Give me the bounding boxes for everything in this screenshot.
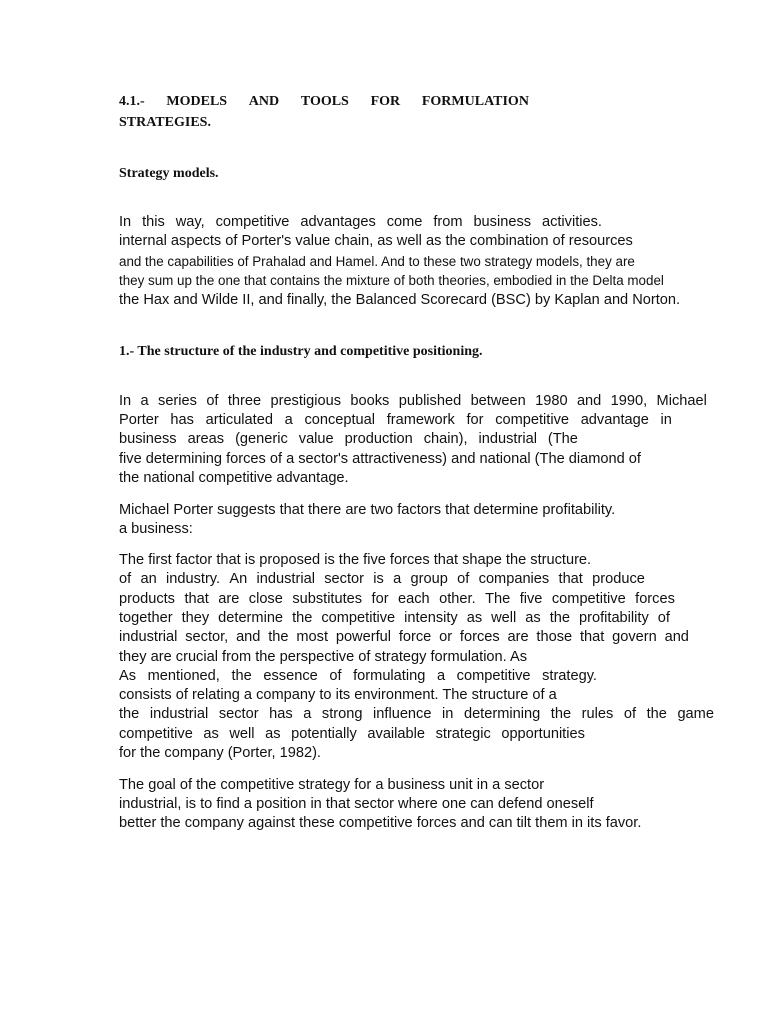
word: a <box>284 412 293 428</box>
section-1-title: 1.- The structure of the industry and competitive positioning. <box>119 344 483 359</box>
word: five <box>519 591 543 607</box>
word: they <box>181 610 210 626</box>
first-factor-line-9 <box>119 705 714 724</box>
word: as <box>466 610 483 626</box>
word: The <box>485 591 511 607</box>
word: areas <box>187 431 225 447</box>
word: well <box>229 726 255 742</box>
first-factor-line-3 <box>119 590 675 609</box>
two-factors-line-1: Michael Porter suggests that there are two factors that determine profitability. <box>119 502 616 518</box>
word: a <box>393 571 402 587</box>
word: AND <box>248 94 280 109</box>
word: strategic <box>435 726 491 742</box>
word: available <box>367 726 426 742</box>
word: sector <box>218 706 259 722</box>
word: strategy. <box>542 668 597 684</box>
first-factor-line-10 <box>119 725 585 744</box>
word: an <box>140 571 157 587</box>
word: forces <box>635 591 675 607</box>
word: as <box>203 726 219 742</box>
first-factor-line-7 <box>119 667 597 686</box>
word: advantage <box>580 412 649 428</box>
word: the <box>231 668 252 684</box>
word: chain), <box>423 431 468 447</box>
word: competitive <box>551 591 626 607</box>
word: forces <box>459 629 500 645</box>
word: value <box>298 431 334 447</box>
word: sector, <box>185 629 229 645</box>
word: other. <box>439 591 476 607</box>
word: the <box>292 610 313 626</box>
word: products <box>119 591 175 607</box>
word: mentioned, <box>147 668 220 684</box>
word: MODELS <box>166 94 228 109</box>
word: of <box>457 571 470 587</box>
first-factor-line-4 <box>119 609 670 628</box>
word: industrial <box>119 629 178 645</box>
word: is <box>373 571 384 587</box>
word: a <box>303 706 312 722</box>
word: TOOLS <box>300 94 349 109</box>
word: An <box>229 571 248 587</box>
word: has <box>269 706 293 722</box>
word: a <box>140 393 149 409</box>
word: this <box>142 214 165 230</box>
word: advantages <box>300 214 376 230</box>
porter-books-line-4: five determining forces of a sector's attractiveness) and national (The diamond of <box>119 451 641 467</box>
word: 1980 <box>535 393 568 409</box>
word: powerful <box>335 629 391 645</box>
word: series <box>158 393 197 409</box>
first-factor-line-8: consists of relating a company to its environment. The structure of a <box>119 687 557 703</box>
word: has <box>170 412 194 428</box>
word: Michael <box>656 393 707 409</box>
word: of <box>329 668 342 684</box>
porter-books-line-5: the national competitive advantage. <box>119 470 349 486</box>
word: industry. <box>166 571 221 587</box>
word: and <box>236 629 261 645</box>
word: intensity <box>404 610 458 626</box>
intro-line-3: and the capabilities of Prahalad and Hamel. And to these two strategy models, they are <box>119 254 635 269</box>
word: the <box>646 706 667 722</box>
goal-line-2: industrial, is to find a position in that sector where one can defend oneself <box>119 796 594 812</box>
word: that <box>579 629 605 645</box>
word: the <box>549 610 570 626</box>
first-factor-line-2 <box>119 570 645 589</box>
word: a <box>436 668 446 684</box>
word: game <box>677 706 714 722</box>
word: formulating <box>353 668 426 684</box>
word: industrial <box>256 571 315 587</box>
first-factor-line-5 <box>119 628 689 647</box>
word: way, <box>175 214 205 230</box>
word: activities. <box>541 214 602 230</box>
word: industrial <box>478 431 537 447</box>
word: sector <box>324 571 364 587</box>
word: In <box>119 393 132 409</box>
word: published <box>398 393 462 409</box>
word: industrial <box>149 706 209 722</box>
word: competitive <box>215 214 290 230</box>
heading-line-2: STRATEGIES. <box>119 115 211 130</box>
word: group <box>410 571 448 587</box>
word: business <box>473 214 532 230</box>
word: and <box>664 629 689 645</box>
word: force <box>398 629 432 645</box>
word: of <box>623 706 637 722</box>
word: produce <box>592 571 645 587</box>
word: profitability <box>579 610 649 626</box>
intro-line-5: the Hax and Wilde II, and finally, the Balanced Scorecard (BSC) by Kaplan and Norton. <box>119 292 681 308</box>
intro-line-4: they sum up the one that contains the mixture of both theories, embodied in the Delta model <box>119 273 664 288</box>
word: govern <box>612 629 657 645</box>
word: as <box>265 726 281 742</box>
word: between <box>470 393 526 409</box>
word: determining <box>463 706 541 722</box>
word: articulated <box>205 412 273 428</box>
word: each <box>398 591 430 607</box>
word: of <box>119 571 132 587</box>
word: substitutes <box>292 591 363 607</box>
word: FORMULATION <box>421 94 529 109</box>
word: opportunities <box>501 726 585 742</box>
goal-line-3: better the company against these competitive forces and can tilt them in its favor. <box>119 815 642 831</box>
word: three <box>227 393 262 409</box>
word: prestigious <box>270 393 342 409</box>
word: potentially <box>291 726 357 742</box>
word: competitive <box>495 412 570 428</box>
word: Porter <box>119 412 159 428</box>
two-factors-line-2: a business: <box>119 521 193 537</box>
word: for <box>371 591 389 607</box>
word: competitive <box>321 610 396 626</box>
subheading-strategy-models: Strategy models. <box>119 166 219 181</box>
intro-line-2: internal aspects of Porter's value chain, as well as the combination of resources <box>119 233 633 249</box>
word: and <box>576 393 602 409</box>
word: together <box>119 610 173 626</box>
word: in <box>442 706 454 722</box>
word: for <box>466 412 484 428</box>
porter-books-line-2 <box>119 411 672 430</box>
word: of <box>657 610 670 626</box>
word: close <box>248 591 283 607</box>
word: that <box>184 591 209 607</box>
word: competitive <box>119 726 193 742</box>
word: In <box>119 214 132 230</box>
word: 4.1.- <box>119 94 145 109</box>
word: 1990, <box>610 393 648 409</box>
word: those <box>536 629 573 645</box>
word: the <box>268 629 289 645</box>
word: come <box>386 214 423 230</box>
word: companies <box>478 571 550 587</box>
word: (The <box>547 431 578 447</box>
word: as <box>525 610 541 626</box>
goal-line-1: The goal of the competitive strategy for a business unit in a sector <box>119 777 545 793</box>
word: from <box>433 214 463 230</box>
word: in <box>660 412 672 428</box>
porter-books-line-1 <box>119 392 707 411</box>
intro-line-1 <box>119 213 602 232</box>
word: influence <box>373 706 432 722</box>
first-factor-line-1: The first factor that is proposed is the five forces that shape the structure. <box>119 552 592 568</box>
word: are <box>218 591 240 607</box>
porter-books-line-3 <box>119 430 578 449</box>
word: strong <box>321 706 363 722</box>
word: competitive <box>456 668 531 684</box>
word: (generic <box>235 431 288 447</box>
first-factor-line-6: they are crucial from the perspective of strategy formulation. As <box>119 649 527 665</box>
heading-line-1 <box>119 92 529 111</box>
word: As <box>119 668 137 684</box>
word: the <box>550 706 572 722</box>
word: or <box>439 629 453 645</box>
word: production <box>344 431 413 447</box>
word: most <box>296 629 328 645</box>
word: that <box>558 571 583 587</box>
word: the <box>119 706 140 722</box>
first-factor-line-11: for the company (Porter, 1982). <box>119 745 321 761</box>
word: framework <box>386 412 455 428</box>
word: rules <box>581 706 614 722</box>
word: well <box>491 610 517 626</box>
word: conceptual <box>304 412 376 428</box>
word: business <box>119 431 177 447</box>
word: determine <box>218 610 284 626</box>
word: of <box>206 393 219 409</box>
word: FOR <box>370 94 401 109</box>
word: books <box>350 393 390 409</box>
word: are <box>507 629 529 645</box>
word: essence <box>263 668 318 684</box>
